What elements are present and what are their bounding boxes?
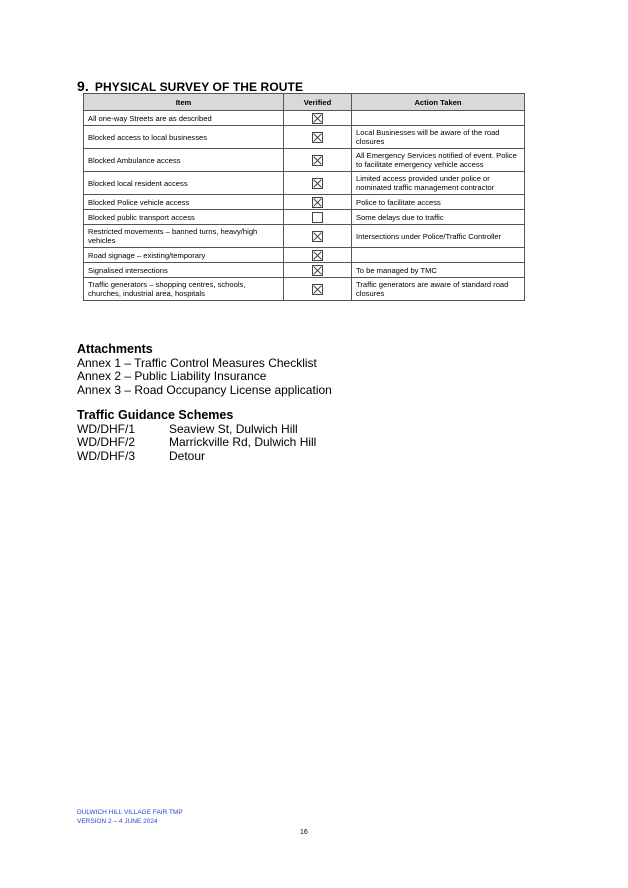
table-row: [84, 172, 525, 195]
action-cell: Intersections under Police/Traffic Controller: [352, 225, 525, 248]
item-cell: Blocked access to local businesses: [84, 126, 284, 149]
action-cell: Some delays due to traffic: [352, 210, 525, 225]
tgs-desc: Marrickville Rd, Dulwich Hill: [169, 435, 317, 449]
checkbox-checked[interactable]: [312, 178, 323, 189]
table-row: [84, 126, 525, 149]
checkbox-checked[interactable]: [312, 231, 323, 242]
page-number: 16: [300, 829, 308, 836]
action-cell: [352, 248, 525, 263]
item-cell: Blocked public transport access: [84, 210, 284, 225]
table-header-row: [84, 94, 525, 111]
action-cell: To be managed by TMC: [352, 263, 525, 278]
item-cell: Restricted movements – banned turns, heavy/high vehicles: [84, 225, 284, 248]
attachments-heading: Attachments: [77, 342, 153, 356]
item-cell: Road signage – existing/temporary: [84, 248, 284, 263]
tgs-desc: Seaview St, Dulwich Hill: [169, 421, 298, 436]
table-row: [84, 210, 525, 225]
tgs-item: [77, 423, 316, 437]
action-cell: All Emergency Services notified of event. Police to facilitate emergency vehicle access: [352, 149, 525, 172]
item-cell: Blocked Police vehicle access: [84, 195, 284, 210]
table-row: [84, 149, 525, 172]
attachment-item: Annex 3 – Road Occupancy License application: [77, 382, 332, 397]
footer-doc-title: DULWICH HILL VILLAGE FAIR TMP: [77, 809, 183, 816]
tgs-desc: Detour: [169, 448, 206, 463]
action-cell: Local Businesses will be aware of the road closures: [352, 126, 525, 149]
item-cell: All one-way Streets are as described: [84, 111, 284, 126]
table-row: [84, 278, 525, 301]
table-row: [84, 225, 525, 248]
header-verified: Verified: [284, 94, 352, 111]
table-row: [84, 248, 525, 263]
checkbox-checked[interactable]: [312, 155, 323, 166]
action-cell: Limited access provided under police or nominated traffic management contractor: [352, 172, 525, 195]
checkbox-checked[interactable]: [312, 265, 323, 276]
table-row: [84, 263, 525, 278]
action-cell: Police to facilitate access: [352, 195, 525, 210]
checkbox-checked[interactable]: [312, 197, 323, 208]
checkbox-checked[interactable]: [312, 284, 323, 295]
action-cell: Traffic generators are aware of standard road closures: [352, 278, 525, 301]
attachment-item: Annex 1 – Traffic Control Measures Checklist: [77, 355, 317, 370]
item-cell: Signalised intersections: [84, 263, 284, 278]
tgs-code: WD/DHF/3: [77, 448, 135, 463]
tgs-heading: Traffic Guidance Schemes: [77, 408, 234, 422]
item-cell: Traffic generators – shopping centres, schools, churches, industrial area, hospitals: [84, 278, 284, 301]
attachment-item: Annex 2 – Public Liability Insurance: [77, 369, 267, 383]
checkbox-checked[interactable]: [312, 250, 323, 261]
footer-version: VERSION 2 – 4 JUNE 2024: [77, 818, 158, 825]
tgs-section: [77, 409, 316, 463]
header-action-taken: Action Taken: [352, 94, 525, 111]
checkbox-unchecked[interactable]: [312, 212, 323, 223]
tgs-code: WD/DHF/2: [77, 435, 135, 449]
checkbox-checked[interactable]: [312, 113, 323, 124]
checkbox-checked[interactable]: [312, 132, 323, 143]
tgs-code: WD/DHF/1: [77, 421, 135, 436]
section-heading: [77, 78, 303, 94]
route-survey-table: [83, 93, 525, 301]
item-cell: Blocked local resident access: [84, 172, 284, 195]
tgs-item: [77, 436, 316, 450]
table-row: [84, 195, 525, 210]
section-number: 9.: [77, 78, 89, 94]
section-title: PHYSICAL SURVEY OF THE ROUTE: [94, 80, 304, 94]
attachments-section: [77, 343, 332, 397]
page-footer: [77, 808, 183, 826]
tgs-item: [77, 450, 316, 464]
table-row: [84, 111, 525, 126]
item-cell: Blocked Ambulance access: [84, 149, 284, 172]
header-item: Item: [84, 94, 284, 111]
action-cell: [352, 111, 525, 126]
